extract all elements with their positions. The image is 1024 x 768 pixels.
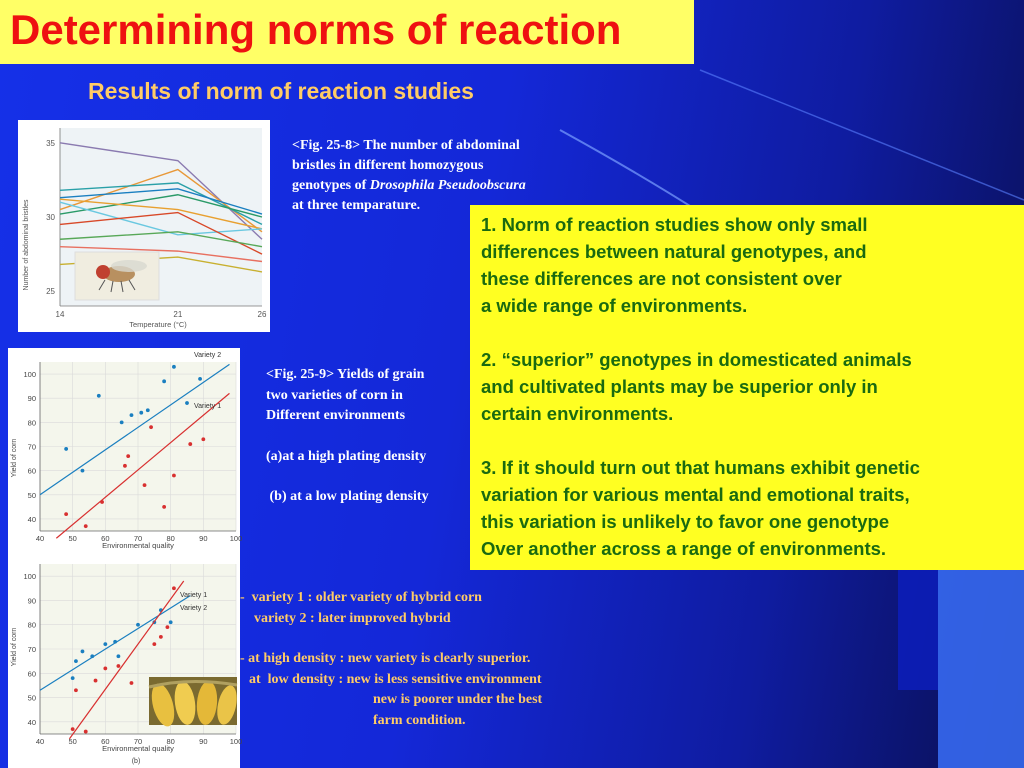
scatter-point — [84, 524, 88, 528]
scatter-point — [100, 500, 104, 504]
scatter-legend-label: Variety 1 — [180, 592, 208, 599]
fig2b-panel-label: (b) — [131, 758, 141, 765]
fig1-ytick-label: 35 — [46, 138, 55, 148]
scatter-point — [172, 365, 176, 369]
scatter-xtick-label: 40 — [35, 534, 45, 543]
scatter-point — [130, 681, 134, 685]
fig2-caption-line7: (b) at a low plating density — [266, 489, 429, 504]
scatter-ytick-label: 80 — [27, 418, 36, 428]
scatter-xtick-label: 60 — [101, 737, 110, 746]
scatter-ytick-label: 50 — [27, 490, 36, 500]
fig1-caption-text2: bristles in different homozygous — [292, 158, 484, 173]
scatter-point — [97, 394, 101, 398]
scatter-ytick-label: 100 — [23, 572, 36, 582]
fig1-caption-species: Drosophila Pseudoobscura — [369, 178, 526, 193]
scatter-point — [120, 420, 124, 424]
scatter-point — [94, 679, 98, 683]
scatter-xtick-label: 50 — [68, 737, 77, 746]
summary-p1-l3: these differences are not consistent over — [481, 268, 842, 289]
fig1-caption-lead: <Fig. 25-8> — [292, 138, 361, 153]
scatter-point — [64, 447, 68, 451]
corn-photo — [148, 677, 240, 729]
scatter-ytick-label: 70 — [27, 442, 36, 452]
scatter-ytick-label: 80 — [27, 620, 36, 630]
scatter-point — [201, 437, 205, 441]
scatter-point — [198, 377, 202, 381]
scatter-point — [149, 425, 153, 429]
fig2-caption-line3: Different environments — [266, 408, 406, 423]
scatter-point — [126, 454, 130, 458]
note-line2: variety 2 : later improved hybrid — [254, 610, 451, 626]
figure-corn-low-density — [8, 552, 243, 768]
scatter-xtick-label: 80 — [166, 737, 175, 746]
scatter-point — [90, 654, 94, 658]
bristle-chart — [18, 120, 270, 332]
note-line3: - at high density : new variety is clearly superior. — [240, 651, 531, 666]
fig1-ytick-label: 30 — [46, 213, 55, 222]
scatter-point — [166, 625, 170, 629]
fig1-caption — [292, 136, 592, 216]
scatter-ytick-label: 100 — [23, 370, 36, 380]
scatter-ytick-label: 60 — [27, 466, 36, 476]
scatter-point — [81, 469, 85, 473]
fig2b-xlabel: Environmental quality — [102, 744, 174, 753]
fig1-xtick-label: 26 — [257, 310, 267, 319]
scatter-point — [84, 730, 88, 734]
scatter-point — [152, 642, 156, 646]
scatter-xtick-label: 60 — [101, 534, 110, 543]
fig1-caption-text1: The number of abdominal — [363, 138, 520, 153]
note-line4: at low density : new is less sensitive environment — [249, 671, 542, 687]
scatter-point — [162, 379, 166, 383]
scatter-point — [74, 659, 78, 663]
fly-illustration — [75, 252, 159, 300]
scatter-ytick-label: 50 — [27, 693, 36, 703]
scatter-point — [169, 620, 173, 624]
summary-p3-l3: this variation is unlikely to favor one genotype — [481, 511, 890, 532]
scatter-point — [103, 642, 107, 646]
scatter-point — [146, 408, 150, 412]
corn-chart-a — [8, 348, 243, 552]
note-line1: - variety 1 : older variety of hybrid corn — [240, 590, 482, 605]
scatter-point — [136, 623, 140, 627]
scatter-point — [81, 650, 85, 654]
corn-chart-b — [8, 552, 243, 768]
scatter-xtick-label: 90 — [199, 534, 208, 543]
figure-drosophila-bristles — [18, 120, 270, 332]
scatter-point — [123, 464, 127, 468]
scatter-xtick-label: 40 — [35, 737, 45, 746]
scatter-point — [130, 413, 134, 417]
fig2a-xlabel: Environmental quality — [102, 541, 174, 550]
scatter-point — [143, 483, 147, 487]
scatter-point — [74, 688, 78, 692]
scatter-point — [117, 664, 121, 668]
fig2a-ylabel: Yield of corn — [11, 438, 18, 478]
fig2-caption-line5: (a)at a high plating density — [266, 448, 427, 464]
scatter-point — [188, 442, 192, 446]
fig2-caption-line1: <Fig. 25-9> Yields of grain — [266, 367, 425, 382]
scatter-ytick-label: 40 — [27, 514, 36, 524]
summary-p3-l2: variation for various mental and emotional traits, — [481, 484, 910, 505]
fig1-xtick-label: 14 — [55, 310, 65, 319]
fig1-caption-text3: genotypes of — [292, 178, 367, 193]
scatter-xtick-label: 100 — [229, 534, 243, 543]
scatter-xtick-label: 90 — [199, 737, 208, 746]
scatter-xtick-label: 80 — [166, 534, 175, 543]
scatter-point — [172, 586, 176, 590]
note-line6: farm condition. — [373, 712, 466, 728]
summary-p2-l1: 2. “superior” genotypes in domesticated animals — [481, 349, 912, 370]
scatter-point — [159, 635, 163, 639]
title-banner — [0, 0, 694, 64]
scatter-point — [117, 654, 121, 658]
scatter-ytick-label: 60 — [27, 669, 36, 679]
fig2-caption — [266, 365, 476, 508]
variety-notes — [240, 588, 620, 731]
page-title: Determining norms of reaction — [10, 6, 622, 53]
scatter-point — [113, 640, 117, 644]
scatter-point — [139, 411, 143, 415]
summary-p3-l1: 3. If it should turn out that humans exhibit genetic — [481, 457, 920, 478]
scatter-point — [71, 727, 75, 731]
summary-p1-l2: differences between natural genotypes, and — [481, 241, 867, 262]
scatter-point — [185, 401, 189, 405]
fig1-caption-text4: at three temparature. — [292, 198, 421, 213]
fig2-caption-line2: two varieties of corn in — [266, 387, 403, 403]
scatter-point — [103, 667, 107, 671]
summary-p3-l4: Over another across a range of environments. — [481, 538, 887, 559]
summary-p2-l3: certain environments. — [481, 403, 674, 424]
page-subtitle: Results of norm of reaction studies — [88, 78, 474, 104]
note-line5: new is poorer under the best — [373, 692, 543, 707]
scatter-legend-label: Variety 2 — [194, 352, 222, 359]
scatter-ytick-label: 90 — [27, 394, 36, 404]
scatter-point — [71, 676, 75, 680]
fig1-xtick-label: 21 — [173, 310, 183, 319]
scatter-xtick-label: 100 — [229, 737, 243, 746]
scatter-ytick-label: 70 — [27, 645, 36, 654]
scatter-ytick-label: 90 — [27, 596, 36, 606]
fig1-ytick-label: 25 — [46, 287, 55, 297]
scatter-xtick-label: 50 — [68, 534, 77, 543]
figure-corn-high-density — [8, 348, 243, 552]
scatter-legend-label: Variety 2 — [180, 605, 208, 612]
scatter-xtick-label: 70 — [133, 534, 143, 543]
fig1-ylabel: Number of abdominal bristles — [23, 199, 30, 291]
scatter-point — [64, 512, 68, 516]
scatter-ytick-label: 40 — [27, 717, 36, 727]
summary-p1-l1: 1. Norm of reaction studies show only small — [481, 214, 868, 235]
summary-p2-l2: and cultivated plants may be superior only in — [481, 376, 878, 397]
scatter-xtick-label: 70 — [133, 737, 143, 746]
fig1-xlabel: Temperature (°C) — [129, 320, 187, 329]
scatter-point — [162, 505, 166, 509]
fig2b-ylabel: Yield of corn — [11, 627, 18, 667]
scatter-point — [172, 474, 176, 478]
summary-box — [470, 205, 1024, 570]
summary-p1-l4: a wide range of environments. — [481, 295, 748, 316]
scatter-legend-label: Variety 1 — [194, 403, 222, 410]
